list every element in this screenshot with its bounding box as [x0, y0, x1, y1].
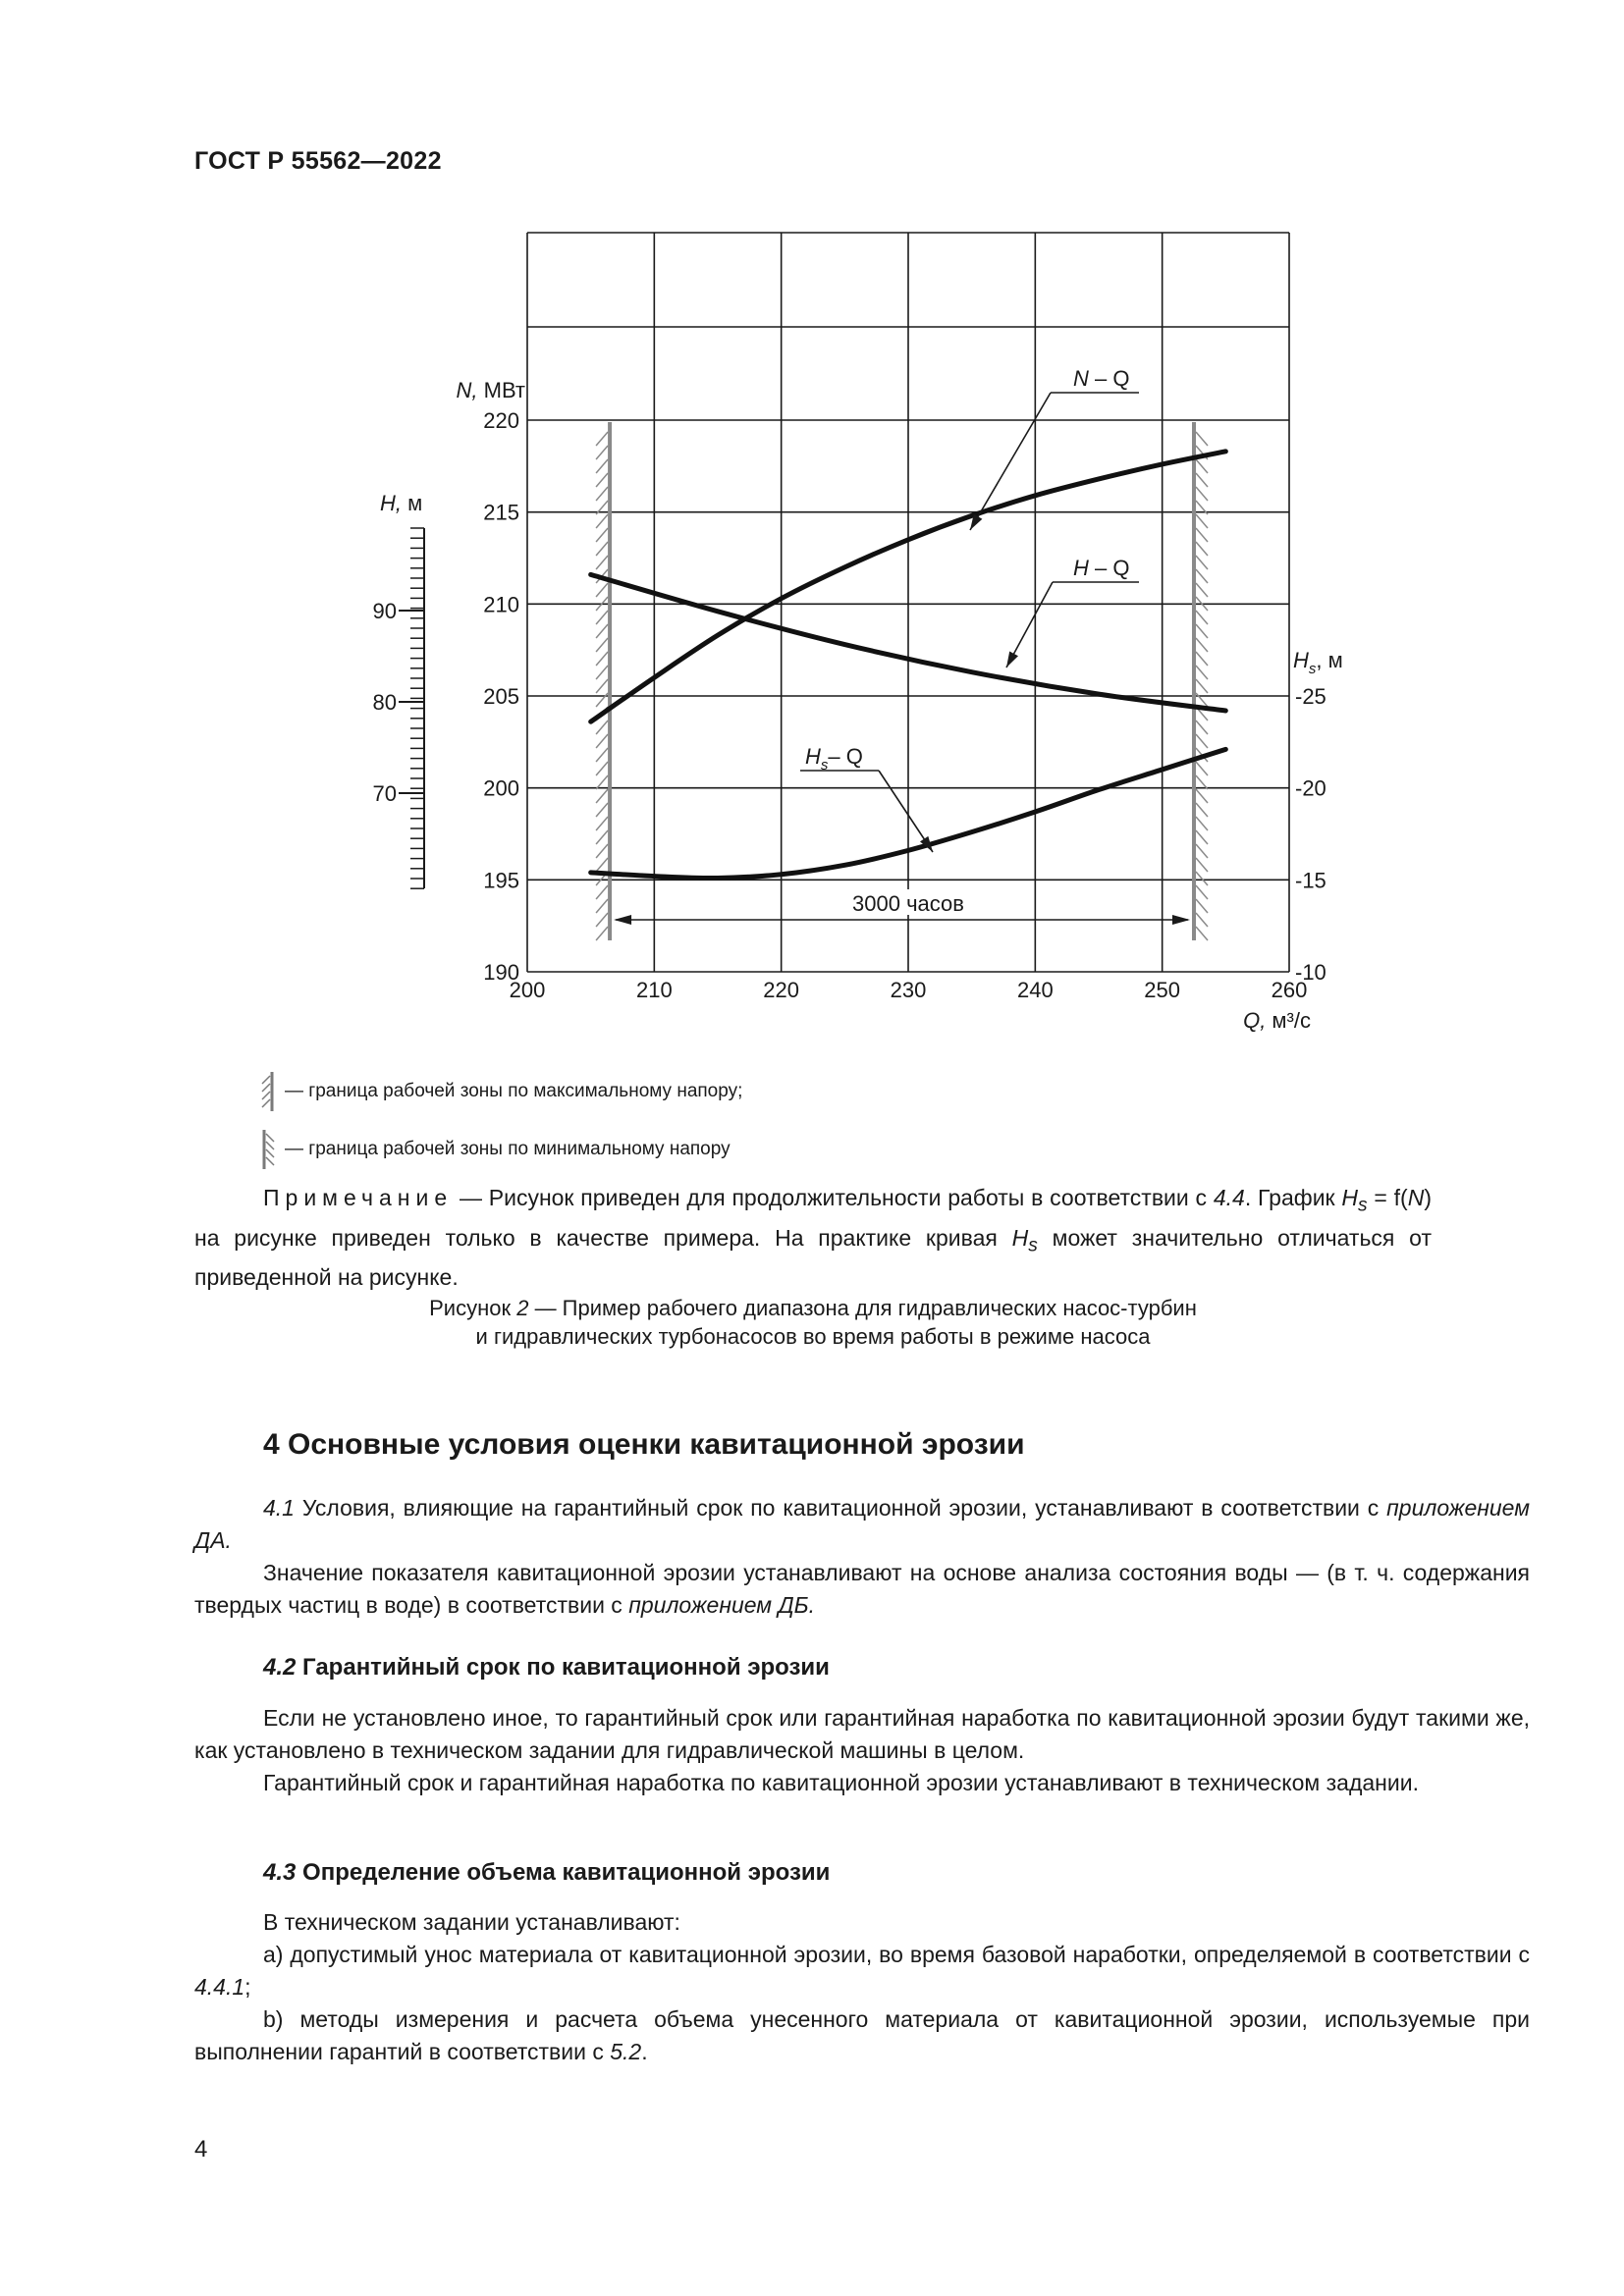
- hatch-mark: [1196, 762, 1208, 775]
- document-code: ГОСТ Р 55562—2022: [194, 147, 442, 175]
- hatch-mark: [1196, 721, 1208, 734]
- paragraph-4-3-intro: В техническом задании устанавливают:: [263, 1909, 680, 1935]
- h-tick-label: 70: [372, 781, 397, 806]
- duration-label: 3000 часов: [852, 891, 964, 916]
- section-title: 4 Основные условия оценки кавитационной эрозии: [263, 1428, 1025, 1461]
- hatch-mark: [1196, 556, 1208, 569]
- list-item-a: a) допустимый унос материала от кавитационной эрозии, во время базовой наработки, определяемой в соответствии с 4.4.1;: [194, 1942, 1530, 2000]
- hatch-mark: [596, 721, 608, 734]
- hatch-min-icon: [257, 1128, 279, 1171]
- hatch-mark: [596, 679, 608, 693]
- hatch-mark: [596, 556, 608, 569]
- hatch-mark: [1196, 693, 1208, 707]
- hatch-mark: [1196, 638, 1208, 652]
- performance-chart: [0, 0, 1624, 1080]
- hatch-mark: [1196, 679, 1208, 693]
- legend-min-head-text: — граница рабочей зоны по минимальному напору: [285, 1139, 731, 1159]
- hatch-mark: [596, 624, 608, 638]
- note-title: Примечание: [263, 1185, 454, 1210]
- hatch-mark: [596, 446, 608, 459]
- hatch-mark: [596, 487, 608, 501]
- n-tick-label: 220: [483, 408, 519, 433]
- hatch-mark: [596, 817, 608, 830]
- duration-arrow-head-left: [614, 915, 631, 925]
- hatch-mark: [1196, 652, 1208, 666]
- n-tick-label: 210: [483, 592, 519, 617]
- n-tick-label: 200: [483, 775, 519, 801]
- hatch-mark: [1196, 885, 1208, 899]
- page-number: 4: [194, 2136, 208, 2163]
- hatch-mark: [596, 583, 608, 597]
- hatch-mark: [1196, 899, 1208, 913]
- nq-leader: [970, 393, 1051, 530]
- series-label-hs-q: $H_s-$ Q: [805, 744, 863, 774]
- chart-grid: [527, 233, 1289, 972]
- paragraph-4-1: 4.1 Условия, влияющие на гарантийный срок по кавитационной эрозии, устанавливают в соответствии с приложением ДА.: [194, 1495, 1530, 1553]
- hatch-mark: [1196, 459, 1208, 473]
- hatch-mark: [1196, 514, 1208, 528]
- hatch-mark: [596, 652, 608, 666]
- hatch-mark: [1196, 803, 1208, 817]
- subsection-4-2-title: 4.2 Гарантийный срок по кавитационной эрозии: [263, 1654, 830, 1681]
- hatch-mark: [596, 693, 608, 707]
- hatch-mark: [1196, 569, 1208, 583]
- hatch-mark: [596, 830, 608, 844]
- paragraph-4-1-b: Значение показателя кавитационной эрозии устанавливают на основе анализа состояния воды — (в т. ч. содержания твердых частиц в воде) в соответствии с приложением ДБ.: [194, 1560, 1530, 1618]
- hatch-mark: [596, 542, 608, 556]
- legend-min-head: [257, 1128, 731, 1171]
- hatch-mark: [596, 666, 608, 679]
- x-tick-label: 220: [763, 978, 800, 1002]
- paragraph-4-2-a: Если не установлено иное, то гарантийный срок или гарантийная наработка по кавитационной эрозии будут такими же, как установлено в техническом задании для гидравлической машины в целом.: [194, 1705, 1530, 1763]
- hatch-mark: [596, 913, 608, 927]
- hatch-mark: [1196, 734, 1208, 748]
- hatch-mark: [596, 748, 608, 762]
- hatch-mark: [1196, 624, 1208, 638]
- n-tick-label: 205: [483, 684, 519, 709]
- hatch-mark: [596, 803, 608, 817]
- hatch-mark: [1196, 473, 1208, 487]
- n-tick-label: 190: [483, 960, 519, 985]
- hs-tick-label: -25: [1295, 684, 1326, 709]
- hatch-mark: [1196, 666, 1208, 679]
- hatch-mark: [596, 528, 608, 542]
- hatch-mark: [1196, 583, 1208, 597]
- n-tick-label: 195: [483, 868, 519, 893]
- legend-max-head-text: — граница рабочей зоны по максимальному напору;: [285, 1081, 743, 1101]
- hatch-mark: [596, 473, 608, 487]
- x-tick-label: 260: [1271, 978, 1308, 1002]
- hatch-mark: [596, 844, 608, 858]
- hatch-mark: [596, 762, 608, 775]
- duration-arrow-head-right: [1172, 915, 1190, 925]
- h-tick-label: 90: [372, 599, 397, 623]
- h-tick-label: 80: [372, 690, 397, 715]
- list-item-b: b) методы измерения и расчета объема унесенного материала от кавитационной эрозии, используемые при выполнении гарантий в соответствии с 5.2.: [194, 2006, 1530, 2064]
- hatch-mark: [596, 611, 608, 624]
- hatch-mark: [1196, 817, 1208, 830]
- hatch-mark: [1196, 858, 1208, 872]
- hatch-mark: [1196, 913, 1208, 927]
- hatch-mark: [1196, 927, 1208, 940]
- hatch-mark: [1196, 844, 1208, 858]
- series-label-h-q: H – Q: [1073, 556, 1130, 580]
- x-tick-label: 210: [635, 978, 673, 1002]
- hatch-mark: [596, 858, 608, 872]
- paragraph-4-2-b: Гарантийный срок и гарантийная наработка по кавитационной эрозии устанавливают в техническом задании.: [263, 1770, 1419, 1795]
- x-tick-label: 230: [890, 978, 927, 1002]
- hatch-mark: [1196, 432, 1208, 446]
- hatch-mark: [1196, 542, 1208, 556]
- hatch-mark: [1196, 611, 1208, 624]
- hs-axis-title: $H_s$, м: [1293, 648, 1343, 677]
- legend-max-head: [257, 1070, 742, 1113]
- hs-tick-label: -15: [1295, 868, 1326, 893]
- q-axis-title: Q, м³/с: [1243, 1008, 1311, 1033]
- h-axis-title: H, м: [380, 491, 423, 515]
- subsection-4-3-title: 4.3 Определение объема кавитационной эрозии: [263, 1859, 831, 1886]
- hs-tick-label: -10: [1295, 960, 1326, 985]
- n-tick-label: 215: [483, 500, 519, 525]
- hatch-max-icon: [257, 1070, 279, 1113]
- n-axis-title: N, МВт: [456, 378, 525, 402]
- hatch-mark: [596, 789, 608, 803]
- chart-labels: [373, 366, 1343, 1033]
- hatch-mark: [596, 638, 608, 652]
- hatch-mark: [1196, 830, 1208, 844]
- figure-caption: Рисунок 2 — Пример рабочего диапазона для гидравлических насос-турбин и гидравлических турбонасосов во время работы в режиме насоса: [429, 1296, 1197, 1349]
- hatch-mark: [596, 927, 608, 940]
- hatch-mark: [596, 432, 608, 446]
- hatch-mark: [596, 459, 608, 473]
- hq-leader-head: [1006, 652, 1018, 667]
- x-tick-label: 250: [1144, 978, 1181, 1002]
- hatch-mark: [1196, 789, 1208, 803]
- working-zone-bounds: [596, 422, 1208, 940]
- head-scale: [399, 528, 424, 888]
- hatch-mark: [1196, 487, 1208, 501]
- hatch-mark: [1196, 528, 1208, 542]
- hatch-mark: [596, 514, 608, 528]
- hs-tick-label: -20: [1295, 775, 1326, 801]
- series-label-n-q: N – Q: [1073, 366, 1130, 391]
- hatch-mark: [1196, 872, 1208, 885]
- hatch-mark: [596, 885, 608, 899]
- figure-note: Примечание — Рисунок приведен для продолжительности работы в соответствии с 4.4. График $H_s = f(N)$ на рисунке приведен только в качестве примера. На практике кривая $H_s$ может значительно отличаться от приведенной на рисунке.: [194, 1185, 1432, 1291]
- hatch-mark: [596, 899, 608, 913]
- hatch-mark: [596, 734, 608, 748]
- x-tick-label: 240: [1016, 978, 1054, 1002]
- x-tick-label: 200: [509, 978, 546, 1002]
